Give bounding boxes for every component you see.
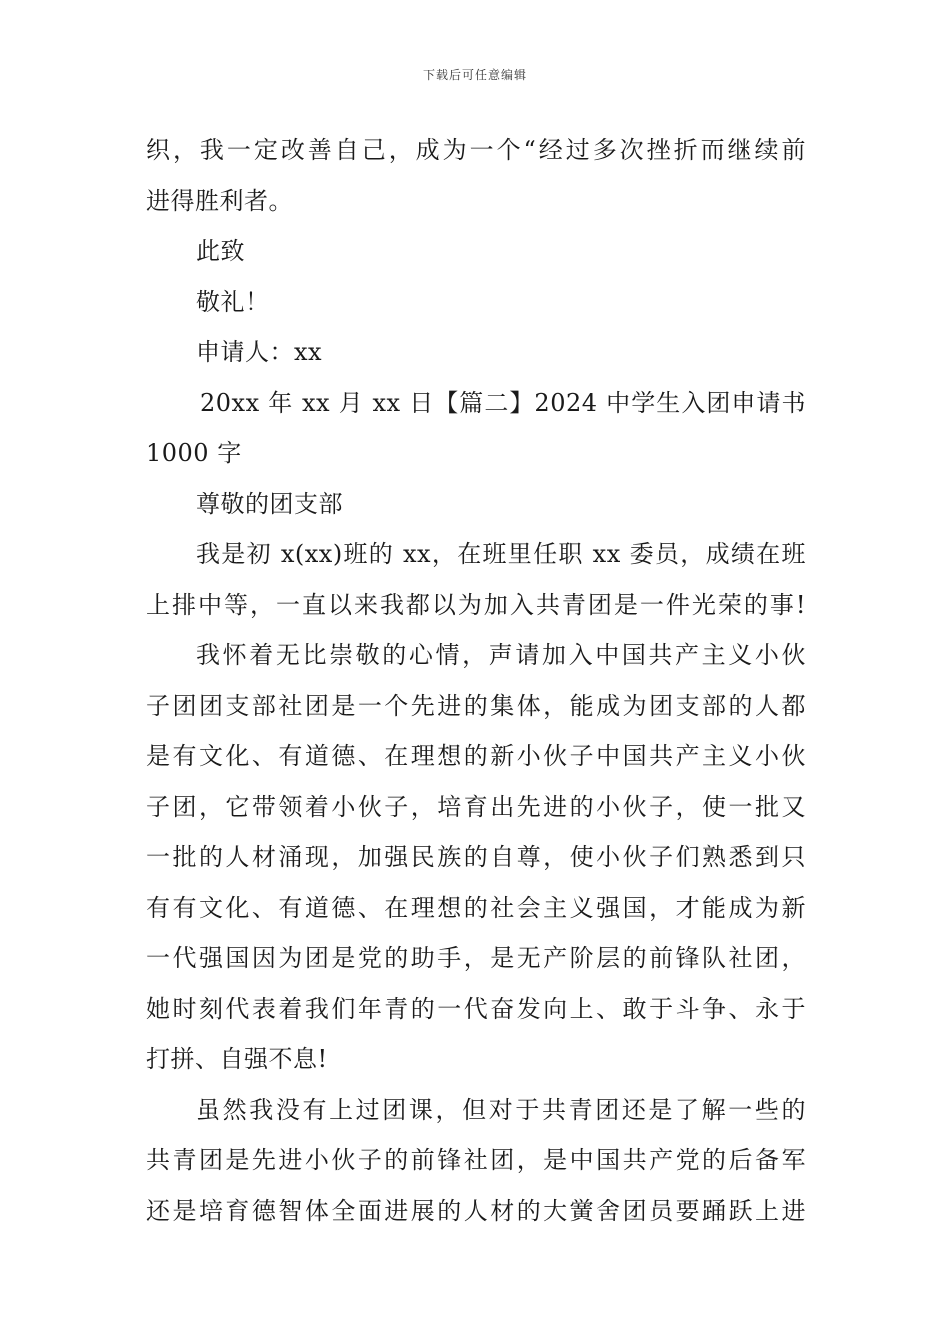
salutation-line: 敬礼！ — [196, 287, 270, 316]
text-line: 共青团是先进小伙子的前锋社团，是中国共产党的后备军 — [146, 1146, 806, 1174]
text-line: 是有文化、有道德、在理想的新小伙子中国共产主义小伙 — [146, 742, 806, 770]
text-line: 她时刻代表着我们年青的一代奋发向上、敢于斗争、永于 — [146, 994, 806, 1023]
text-line: 进得胜利者。 — [146, 186, 293, 215]
text-line: 织，我一定改善自己，成为一个“经过多次挫折而继续前 — [146, 136, 806, 164]
text-line: 还是培育德智体全面进展的人材的大黉舍团员要踊跃上进 — [146, 1196, 806, 1225]
text-line: 子团，它带领着小伙子，培育出先进的小伙子，使一批又 — [146, 792, 806, 821]
text-line: 有有文化、有道德、在理想的社会主义强国，才能成为新 — [146, 893, 806, 922]
text-line: 一代强国因为团是党的助手，是无产阶层的前锋队社团， — [146, 944, 806, 972]
page-header: 下载后可任意编辑 — [422, 68, 527, 82]
addressee-line: 尊敬的团支部 — [196, 489, 343, 518]
text-line: 1000 字 — [146, 439, 242, 467]
text-line: 上排中等，一直以来我都以为加入共青团是一件光荣的事! — [146, 590, 806, 619]
document-body — [146, 125, 806, 1236]
text-line: 打拼、自强不息! — [146, 1045, 328, 1073]
salutation-line: 此致 — [196, 237, 245, 265]
text-line: 一批的人材涌现，加强民族的自尊，使小伙子们熟悉到只 — [146, 843, 806, 871]
text-line: 子团团支部社团是一个先进的集体，能成为团支部的人都 — [146, 691, 806, 720]
date-heading-line: 20xx 年 xx 月 xx 日【篇二】2024 中学生入团申请书 — [200, 388, 806, 417]
applicant-line: 申请人：xx — [196, 338, 323, 366]
text-line: 我是初 x(xx)班的 xx，在班里任职 xx 委员，成绩在班 — [196, 540, 806, 568]
text-line: 虽然我没有上过团课，但对于共青团还是了解一些的 — [196, 1095, 806, 1124]
text-line: 我怀着无比崇敬的心情，声请加入中国共产主义小伙 — [196, 641, 806, 669]
